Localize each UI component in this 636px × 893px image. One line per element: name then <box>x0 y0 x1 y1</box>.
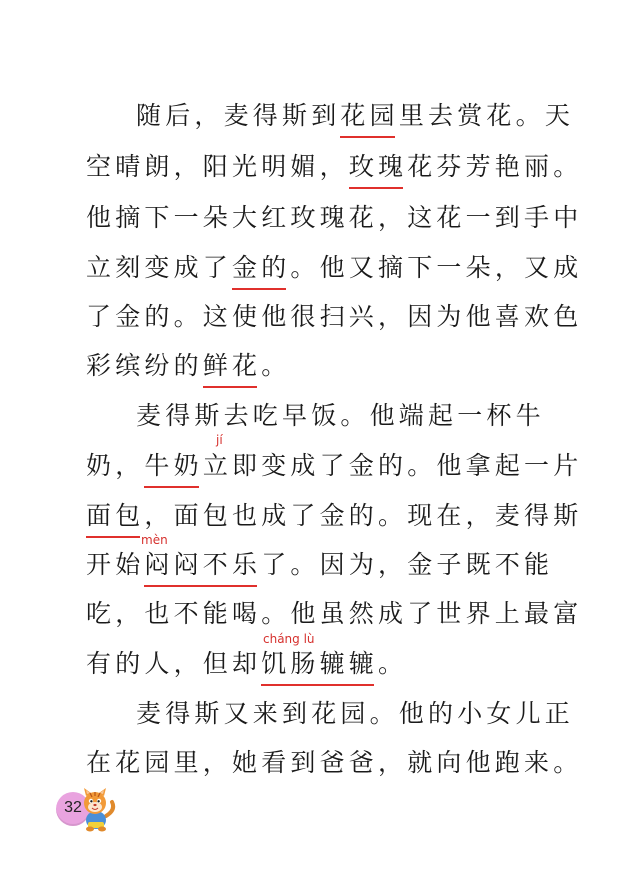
text-segment: 开始 <box>86 550 145 579</box>
underlined-word: 面包 <box>86 496 144 536</box>
text-segment: 里去赏花。天 <box>398 101 575 130</box>
text-line <box>86 446 583 486</box>
text-segment: 了金的。这使他很扫兴，因为他喜欢色 <box>86 302 583 331</box>
pinyin-annotation: mèn <box>141 533 168 547</box>
text-segment: ，面包也成了金的。现在，麦得斯 <box>144 501 583 530</box>
page-number-area <box>48 788 118 838</box>
text-segment: 吃，也不能喝。他虽然成了世界上最富 <box>86 599 583 628</box>
underlined-word: 牛奶 <box>144 446 202 486</box>
text-line <box>136 96 575 136</box>
text-line <box>86 147 583 187</box>
text-segment: 他摘下一朵大红玫瑰花，这花一到手中 <box>86 203 583 232</box>
text-line <box>86 743 583 783</box>
text-segment: 随后，麦得斯到 <box>136 101 341 130</box>
text-segment: 空晴朗，阳光明媚， <box>86 152 349 181</box>
text-segment: 麦得斯去吃早饭。他端起一杯牛 <box>136 401 545 430</box>
text-line <box>86 346 526 386</box>
text-line <box>86 545 554 585</box>
text-line <box>86 248 583 288</box>
text-line <box>86 496 583 536</box>
text-line <box>86 198 583 238</box>
text-segment: 。他又摘下一朵，又成 <box>290 253 583 282</box>
text-line <box>136 396 545 436</box>
page-number: 32 <box>64 799 82 816</box>
text-segment: 花芬芳艳丽。 <box>407 152 583 181</box>
text-line <box>86 644 526 684</box>
underlined-word: 鲜花 <box>203 346 261 386</box>
text-segment: 立即变成了金的。他拿起一片 <box>202 451 583 480</box>
underlined-word: 花园 <box>340 96 398 136</box>
text-segment: 在花园里，她看到爸爸，就向他跑来。 <box>86 748 583 777</box>
underlined-word: 玫瑰 <box>349 147 407 187</box>
text-line <box>86 297 583 337</box>
underlined-word: 饥肠辘辘 <box>261 644 378 684</box>
text-line <box>86 594 583 634</box>
text-segment: 。 <box>378 649 408 678</box>
text-segment: 麦得斯又来到花园。他的小女儿正 <box>136 699 575 728</box>
pinyin-annotation: cháng lù <box>263 632 315 646</box>
text-segment: 。 <box>261 351 291 380</box>
underlined-word: 闷闷不乐 <box>144 545 261 585</box>
text-segment: 立刻变成了 <box>86 253 233 282</box>
text-segment: 彩缤纷的 <box>86 351 203 380</box>
cartoon-cat-mascot-icon <box>76 788 116 832</box>
text-segment: 有的人，但却 <box>86 649 262 678</box>
text-line <box>136 694 575 734</box>
underlined-word: 金的 <box>232 248 290 288</box>
pinyin-annotation: jí <box>216 433 223 447</box>
text-segment: 了。因为，金子既不能 <box>261 550 554 579</box>
text-segment: 奶， <box>86 451 145 480</box>
